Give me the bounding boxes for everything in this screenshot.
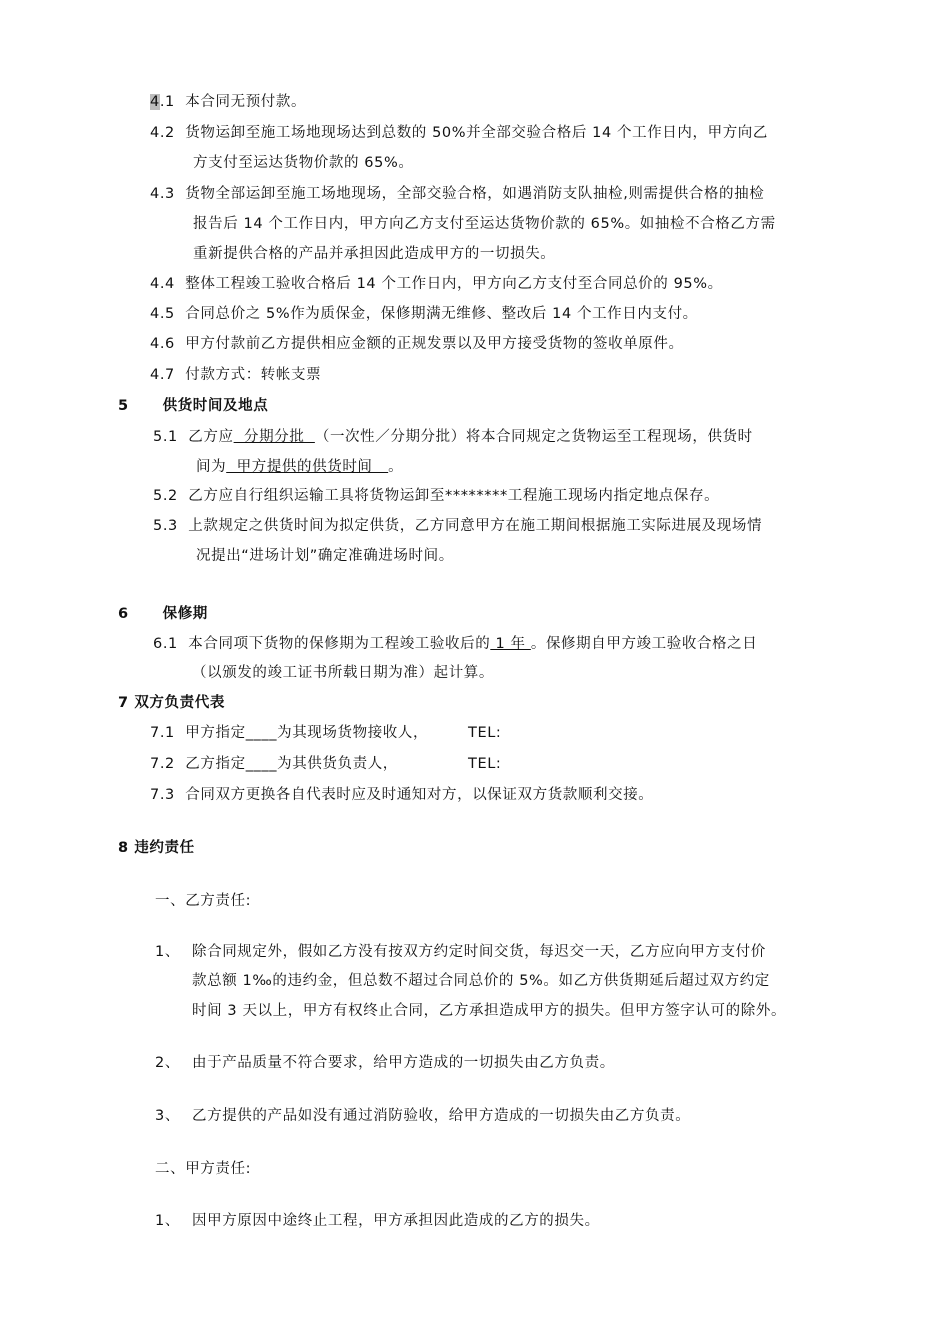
section-5-heading	[118, 396, 268, 416]
clause-text: 上款规定之供货时间为拟定供货，乙方同意甲方在施工期间根据施工实际进展及现场情	[188, 518, 763, 534]
clause-text: （一次性／分期分批）将本合同规定之货物运至工程现场，供货时	[314, 429, 753, 445]
clause-7-3	[150, 785, 653, 805]
clause-text: 为其供货负责人，	[277, 756, 398, 772]
party-b-item-2-text: 由于产品质量不符合要求，给甲方造成的一切损失由乙方负责。	[192, 1055, 615, 1071]
party-b-item-3-number: 3、	[155, 1108, 180, 1124]
clause-7-1	[150, 723, 428, 743]
clause-number: 5.3	[153, 518, 178, 534]
party-b-item-1-line-1: 除合同规定外，假如乙方没有按双方约定时间交货，每迟交一天，乙方应向甲方支付价	[192, 944, 766, 960]
clause-number: 7.1	[150, 725, 175, 741]
clause-text: 整体工程竣工验收合格后 14 个工作日内，甲方向乙方支付至合同总价的 95%。	[185, 276, 723, 292]
clause-text: 。保修期自甲方竣工验收合格之日	[530, 636, 758, 652]
clause-number: 4.1	[150, 94, 175, 110]
text-cursor-highlight: 4	[150, 94, 160, 110]
clause-6-1-line-2: （以颁发的竣工证书所载日期为准）起计算。	[192, 665, 494, 681]
clause-text: 合同总价之 5%作为质保金，保修期满无维修、整改后 14 个工作日内支付。	[185, 306, 698, 322]
clause-4-3-line-1	[150, 184, 764, 204]
clause-number: 5.1	[153, 429, 178, 445]
party-b-item-1-number: 1、	[155, 944, 180, 960]
clause-text: 货物全部运卸至施工场地现场，全部交验合格，如遇消防支队抽检,则需提供合格的抽检	[185, 186, 765, 202]
party-b-item-1-line-2: 款总额 1‰的违约金，但总数不超过合同总价的 5%。如乙方供货期延后超过双方约定	[192, 973, 770, 989]
clause-5-3-line-2: 况提出“进场计划”确定准确进场时间。	[196, 548, 454, 564]
clause-number: 4.2	[150, 125, 175, 141]
clause-4-4	[150, 274, 723, 294]
clause-text: 乙方指定	[185, 756, 246, 772]
clause-4-2-line-2: 方支付至运达货物价款的 65%。	[193, 155, 414, 171]
tel-label-7-2: TEL:	[468, 756, 502, 772]
clause-6-1-line-1	[153, 634, 757, 654]
clause-text: 合同双方更换各自代表时应及时通知对方，以保证双方货款顺利交接。	[185, 787, 654, 803]
clause-number: 4.5	[150, 306, 175, 322]
party-b-item-1-line-3: 时间 3 天以上，甲方有权终止合同，乙方承担造成甲方的损失。但甲方签字认可的除外。	[192, 1003, 787, 1019]
clause-text: 本合同项下货物的保修期为工程竣工验收后的	[188, 636, 491, 652]
underlined-fill-value: 分期分批	[233, 429, 315, 445]
underlined-fill-value: 1 年	[490, 636, 531, 652]
clause-number: 7.3	[150, 787, 175, 803]
clause-5-1-line-2	[196, 457, 403, 477]
clause-5-3-line-1	[153, 516, 762, 536]
clause-text: 甲方付款前乙方提供相应金额的正规发票以及甲方接受货物的签收单原件。	[185, 336, 684, 352]
clause-4-5	[150, 304, 698, 324]
blank-field: ____	[245, 725, 278, 741]
clause-text: 货物运卸至施工场地现场达到总数的 50%并全部交验合格后 14 个工作日内，甲方向乙	[185, 125, 768, 141]
party-b-responsibility-title: 一、乙方责任:	[155, 893, 252, 909]
section-title: 保修期	[162, 606, 208, 622]
clause-number: 7.2	[150, 756, 175, 772]
clause-5-2	[153, 486, 719, 506]
party-b-item-2-number: 2、	[155, 1055, 180, 1071]
party-a-item-1-text: 因甲方原因中途终止工程，甲方承担因此造成的乙方的损失。	[192, 1213, 600, 1229]
clause-number: 5.2	[153, 488, 178, 504]
clause-number: 4.4	[150, 276, 175, 292]
section-number: 5	[118, 398, 129, 414]
party-b-item-3-text: 乙方提供的产品如没有通过消防验收，给甲方造成的一切损失由乙方负责。	[192, 1108, 691, 1124]
section-7-heading: 7 双方负责代表	[118, 695, 225, 711]
clause-4-7	[150, 365, 321, 385]
clause-text: 间为	[196, 459, 227, 475]
section-6-heading	[118, 604, 208, 624]
tel-label-7-1: TEL:	[468, 725, 502, 741]
clause-number: 4.7	[150, 367, 175, 383]
party-a-item-1-number: 1、	[155, 1213, 180, 1229]
clause-4-2-line-1	[150, 123, 768, 143]
blank-field: ____	[245, 756, 278, 772]
clause-4-6	[150, 334, 684, 354]
underlined-fill-value: 甲方提供的供货时间	[226, 459, 389, 475]
clause-number: 4.6	[150, 336, 175, 352]
clause-text: 甲方指定	[185, 725, 246, 741]
clause-4-1	[150, 92, 306, 112]
party-a-responsibility-title: 二、甲方责任:	[155, 1161, 252, 1177]
section-8-heading: 8 违约责任	[118, 840, 195, 856]
clause-text: 。	[388, 459, 404, 475]
clause-number: 4.3	[150, 186, 175, 202]
section-title: 供货时间及地点	[162, 398, 269, 414]
clause-text: 乙方应	[188, 429, 234, 445]
clause-4-3-line-3: 重新提供合格的产品并承担因此造成甲方的一切损失。	[193, 246, 556, 262]
clause-text: 为其现场货物接收人，	[277, 725, 429, 741]
clause-number: 6.1	[153, 636, 178, 652]
section-number: 6	[118, 606, 129, 622]
clause-4-3-line-2: 报告后 14 个工作日内，甲方向乙方支付至运达货物价款的 65%。如抽检不合格乙方需	[193, 216, 776, 232]
clause-text: 付款方式：转帐支票	[185, 367, 322, 383]
clause-text: 本合同无预付款。	[185, 94, 307, 110]
clause-5-1-line-1	[153, 427, 753, 447]
clause-text: 乙方应自行组织运输工具将货物运卸至********工程施工现场内指定地点保存。	[188, 488, 720, 504]
clause-7-2	[150, 754, 398, 774]
